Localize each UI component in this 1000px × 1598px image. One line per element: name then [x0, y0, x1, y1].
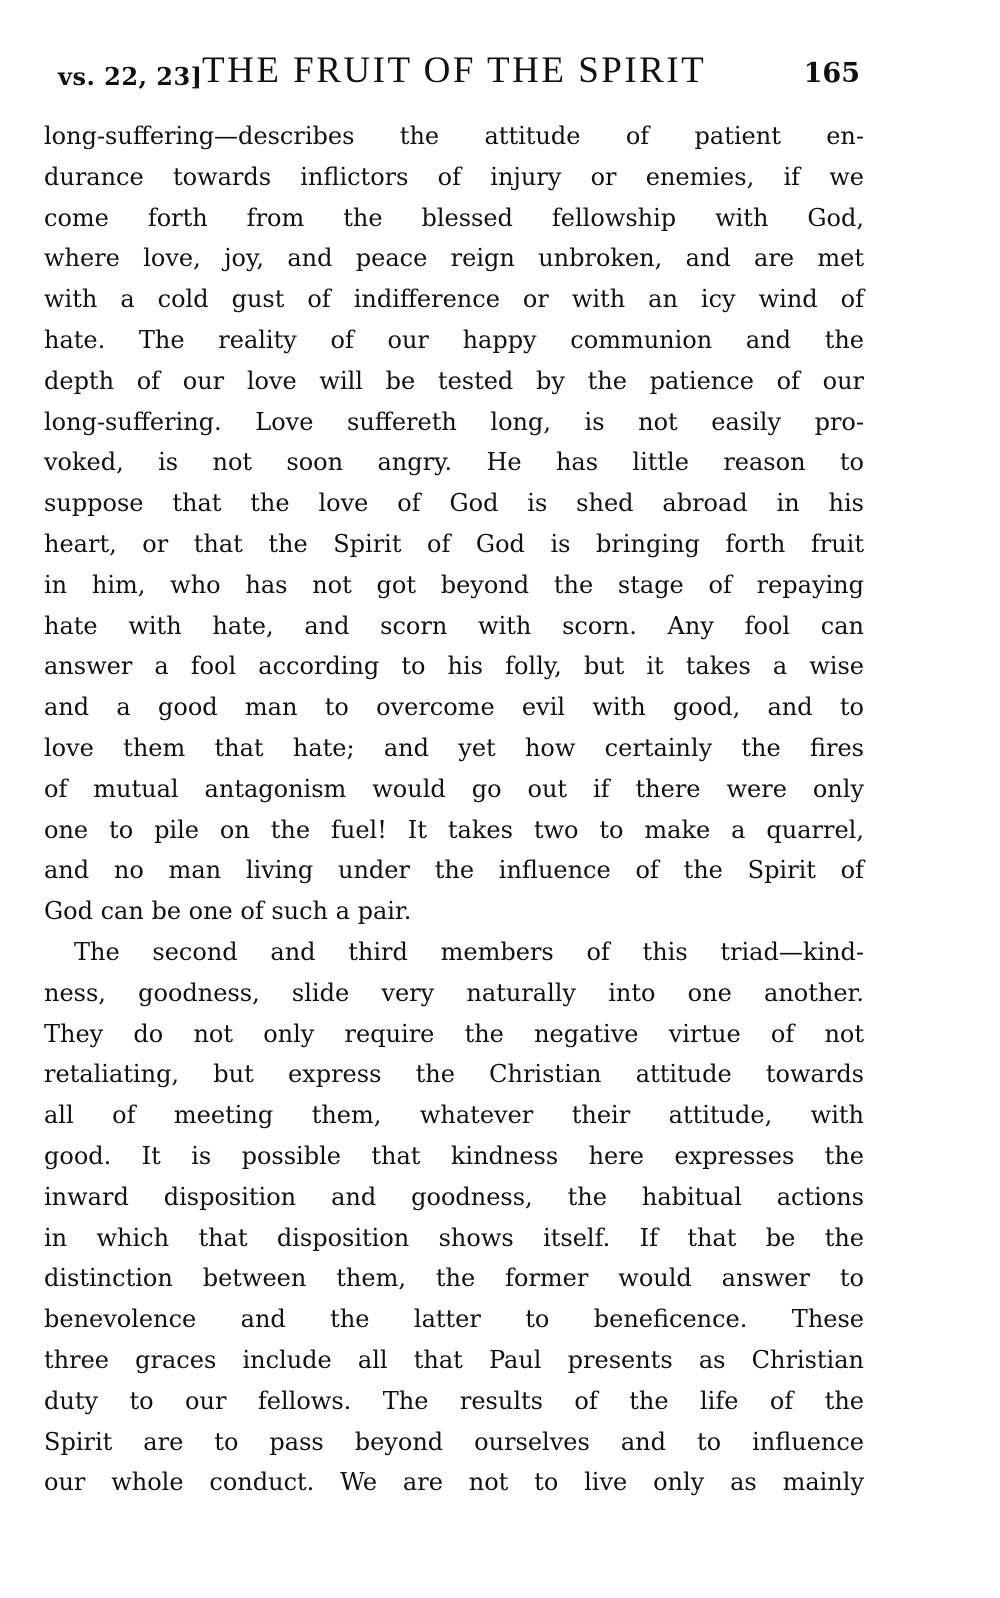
text-line: and a good man to overcome evil with good, and to — [44, 693, 864, 722]
text-line: and no man living under the influence of the Spirit of — [44, 856, 864, 885]
text-line: three graces include all that Paul presents as Christian — [44, 1345, 864, 1374]
text-line: one to pile on the fuel! It takes two to make a quarrel, — [44, 815, 864, 844]
text-line: in which that disposition shows itself. If that be the — [44, 1223, 864, 1252]
text-line: The second and third members of this triad—kind- — [74, 937, 864, 966]
text-line: hate. The reality of our happy communion and the — [44, 325, 864, 354]
text-line: God can be one of such a pair. — [44, 897, 412, 926]
text-line: suppose that the love of God is shed abroad in his — [44, 489, 864, 518]
text-line: our whole conduct. We are not to live only as mainly — [44, 1468, 864, 1497]
text-line: with a cold gust of indifference or with an icy wind of — [44, 285, 864, 314]
text-line: Spirit are to pass beyond ourselves and to influence — [44, 1427, 864, 1456]
text-line: benevolence and the latter to beneficence. These — [44, 1305, 864, 1334]
page-title: THE FRUIT OF THE SPIRIT — [202, 50, 707, 91]
verse-reference: vs. 22, 23] — [58, 62, 203, 91]
text-line: hate with hate, and scorn with scorn. Any fool can — [44, 611, 864, 640]
text-line: long-suffering. Love suffereth long, is not easily pro- — [44, 407, 864, 436]
text-line: long-suffering—describes the attitude of patient en- — [44, 122, 864, 150]
text-line: in him, who has not got beyond the stage of repaying — [44, 570, 864, 599]
text-line: come forth from the blessed fellowship with God, — [44, 203, 864, 232]
page-number: 165 — [803, 58, 860, 89]
text-line: heart, or that the Spirit of God is bringing forth fruit — [44, 529, 864, 558]
text-line: durance towards inflictors of injury or enemies, if we — [44, 162, 864, 191]
running-head — [52, 44, 860, 94]
text-line: love them that hate; and yet how certainly the fires — [44, 733, 864, 762]
text-line: inward disposition and goodness, the habitual actions — [44, 1182, 864, 1211]
text-line: of mutual antagonism would go out if there were only — [44, 774, 864, 803]
body-text — [44, 116, 864, 1503]
text-line: where love, joy, and peace reign unbroken, and are met — [44, 244, 864, 273]
text-line: answer a fool according to his folly, but it takes a wise — [44, 652, 864, 681]
text-line: They do not only require the negative virtue of not — [44, 1019, 864, 1048]
text-line: good. It is possible that kindness here expresses the — [44, 1141, 864, 1170]
text-line: all of meeting them, whatever their attitude, with — [44, 1101, 864, 1130]
text-line: ness, goodness, slide very naturally into one another. — [44, 978, 864, 1007]
text-line: distinction between them, the former would answer to — [44, 1264, 864, 1293]
text-line: depth of our love will be tested by the patience of our — [44, 366, 864, 395]
text-line: duty to our fellows. The results of the life of the — [44, 1386, 864, 1415]
text-line: voked, is not soon angry. He has little reason to — [44, 448, 864, 477]
text-line: retaliating, but express the Christian attitude towards — [44, 1060, 864, 1089]
